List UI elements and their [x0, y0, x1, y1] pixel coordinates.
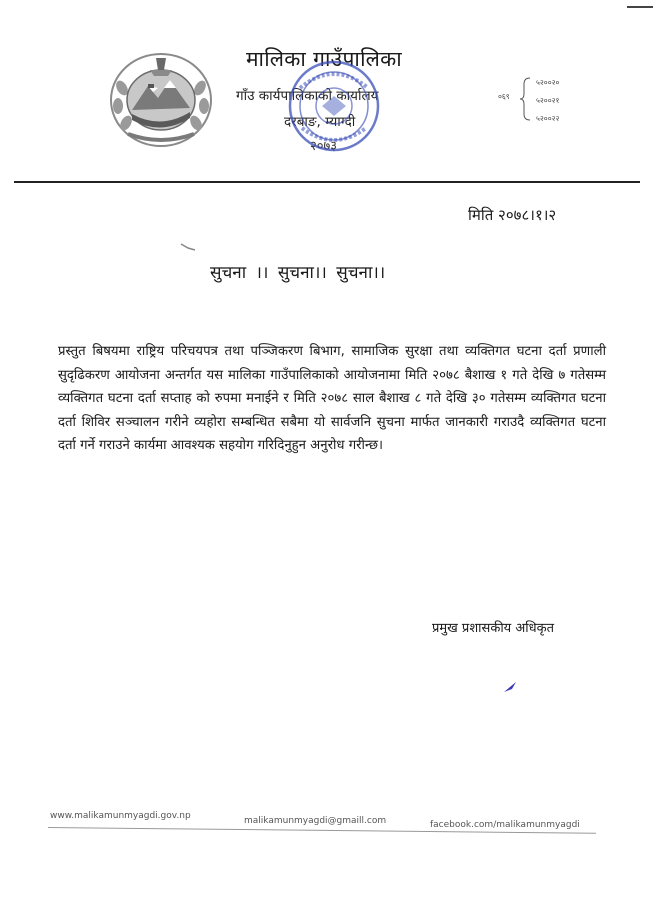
established-year: २०७३ — [310, 139, 338, 154]
office-name: गाँउ कार्यपालिकाको कार्यालय — [236, 88, 379, 104]
header-divider — [14, 181, 640, 183]
municipality-title: मालिका गाउँपालिका — [246, 47, 402, 71]
nepal-government-emblem-icon — [108, 48, 214, 148]
office-stamp-icon — [286, 58, 382, 154]
signature-mark-icon — [502, 680, 518, 694]
notice-date: मिति २०७८।१।२ — [468, 206, 557, 224]
phone-number: ५२००२० — [536, 78, 560, 87]
phone-number: ५२००२१ — [536, 96, 560, 105]
signatory-title: प्रमुख प्रशासकीय अधिकृत — [432, 621, 555, 636]
footer-facebook: facebook.com/malikamunmyagdi — [430, 820, 580, 830]
notice-heading: सुचना ।। सुचना।। सुचना।। — [210, 263, 386, 283]
phone-numbers — [498, 74, 588, 126]
footer-email: malikamunmyagdi@gmaill.com — [244, 816, 387, 826]
notice-body: प्रस्तुत बिषयमा राष्ट्रिय परिचयपत्र तथा पञ्जिकरण बिभाग, सामाजिक सुरक्षा तथा व्यक्तिगत घटना दर्ता प्रणाली सुदृढिकरण आयोजना अन्तर्गत यस मालिका गाउँपालिकाको आयोजनामा मिति २०७८ बैशाख १ गते देखि ७ गतेसम्म व्यक्तिगत घटना दर्ता सप्ताह को रुपमा मनाईने र मिति २०७८ साल बैशाख ८ गते देखि ३० गतेसम्म व्यक्तिगत घटना दर्ता शिविर सञ्चालन गरीने व्यहोरा सम्बन्धित सबैमा यो सार्वजनि सुचना मार्फत जानकारी गराउदै व्यक्तिगत घटना दर्ता गर्ने गराउने कार्यमा आवश्यक सहयोग गरिदिनुहुन अनुरोध गरीन्छ। — [58, 344, 606, 453]
ink-mark-icon — [180, 243, 196, 251]
phone-number: ५२००२२ — [536, 114, 560, 123]
footer-website: www.malikamunmyagdi.gov.np — [50, 811, 191, 821]
office-address: दरबाङ, म्याग्दी — [284, 114, 356, 130]
phone-area-code: ०६९ — [498, 92, 510, 101]
brace-icon — [520, 76, 532, 122]
scan-corner-mark — [627, 6, 653, 8]
